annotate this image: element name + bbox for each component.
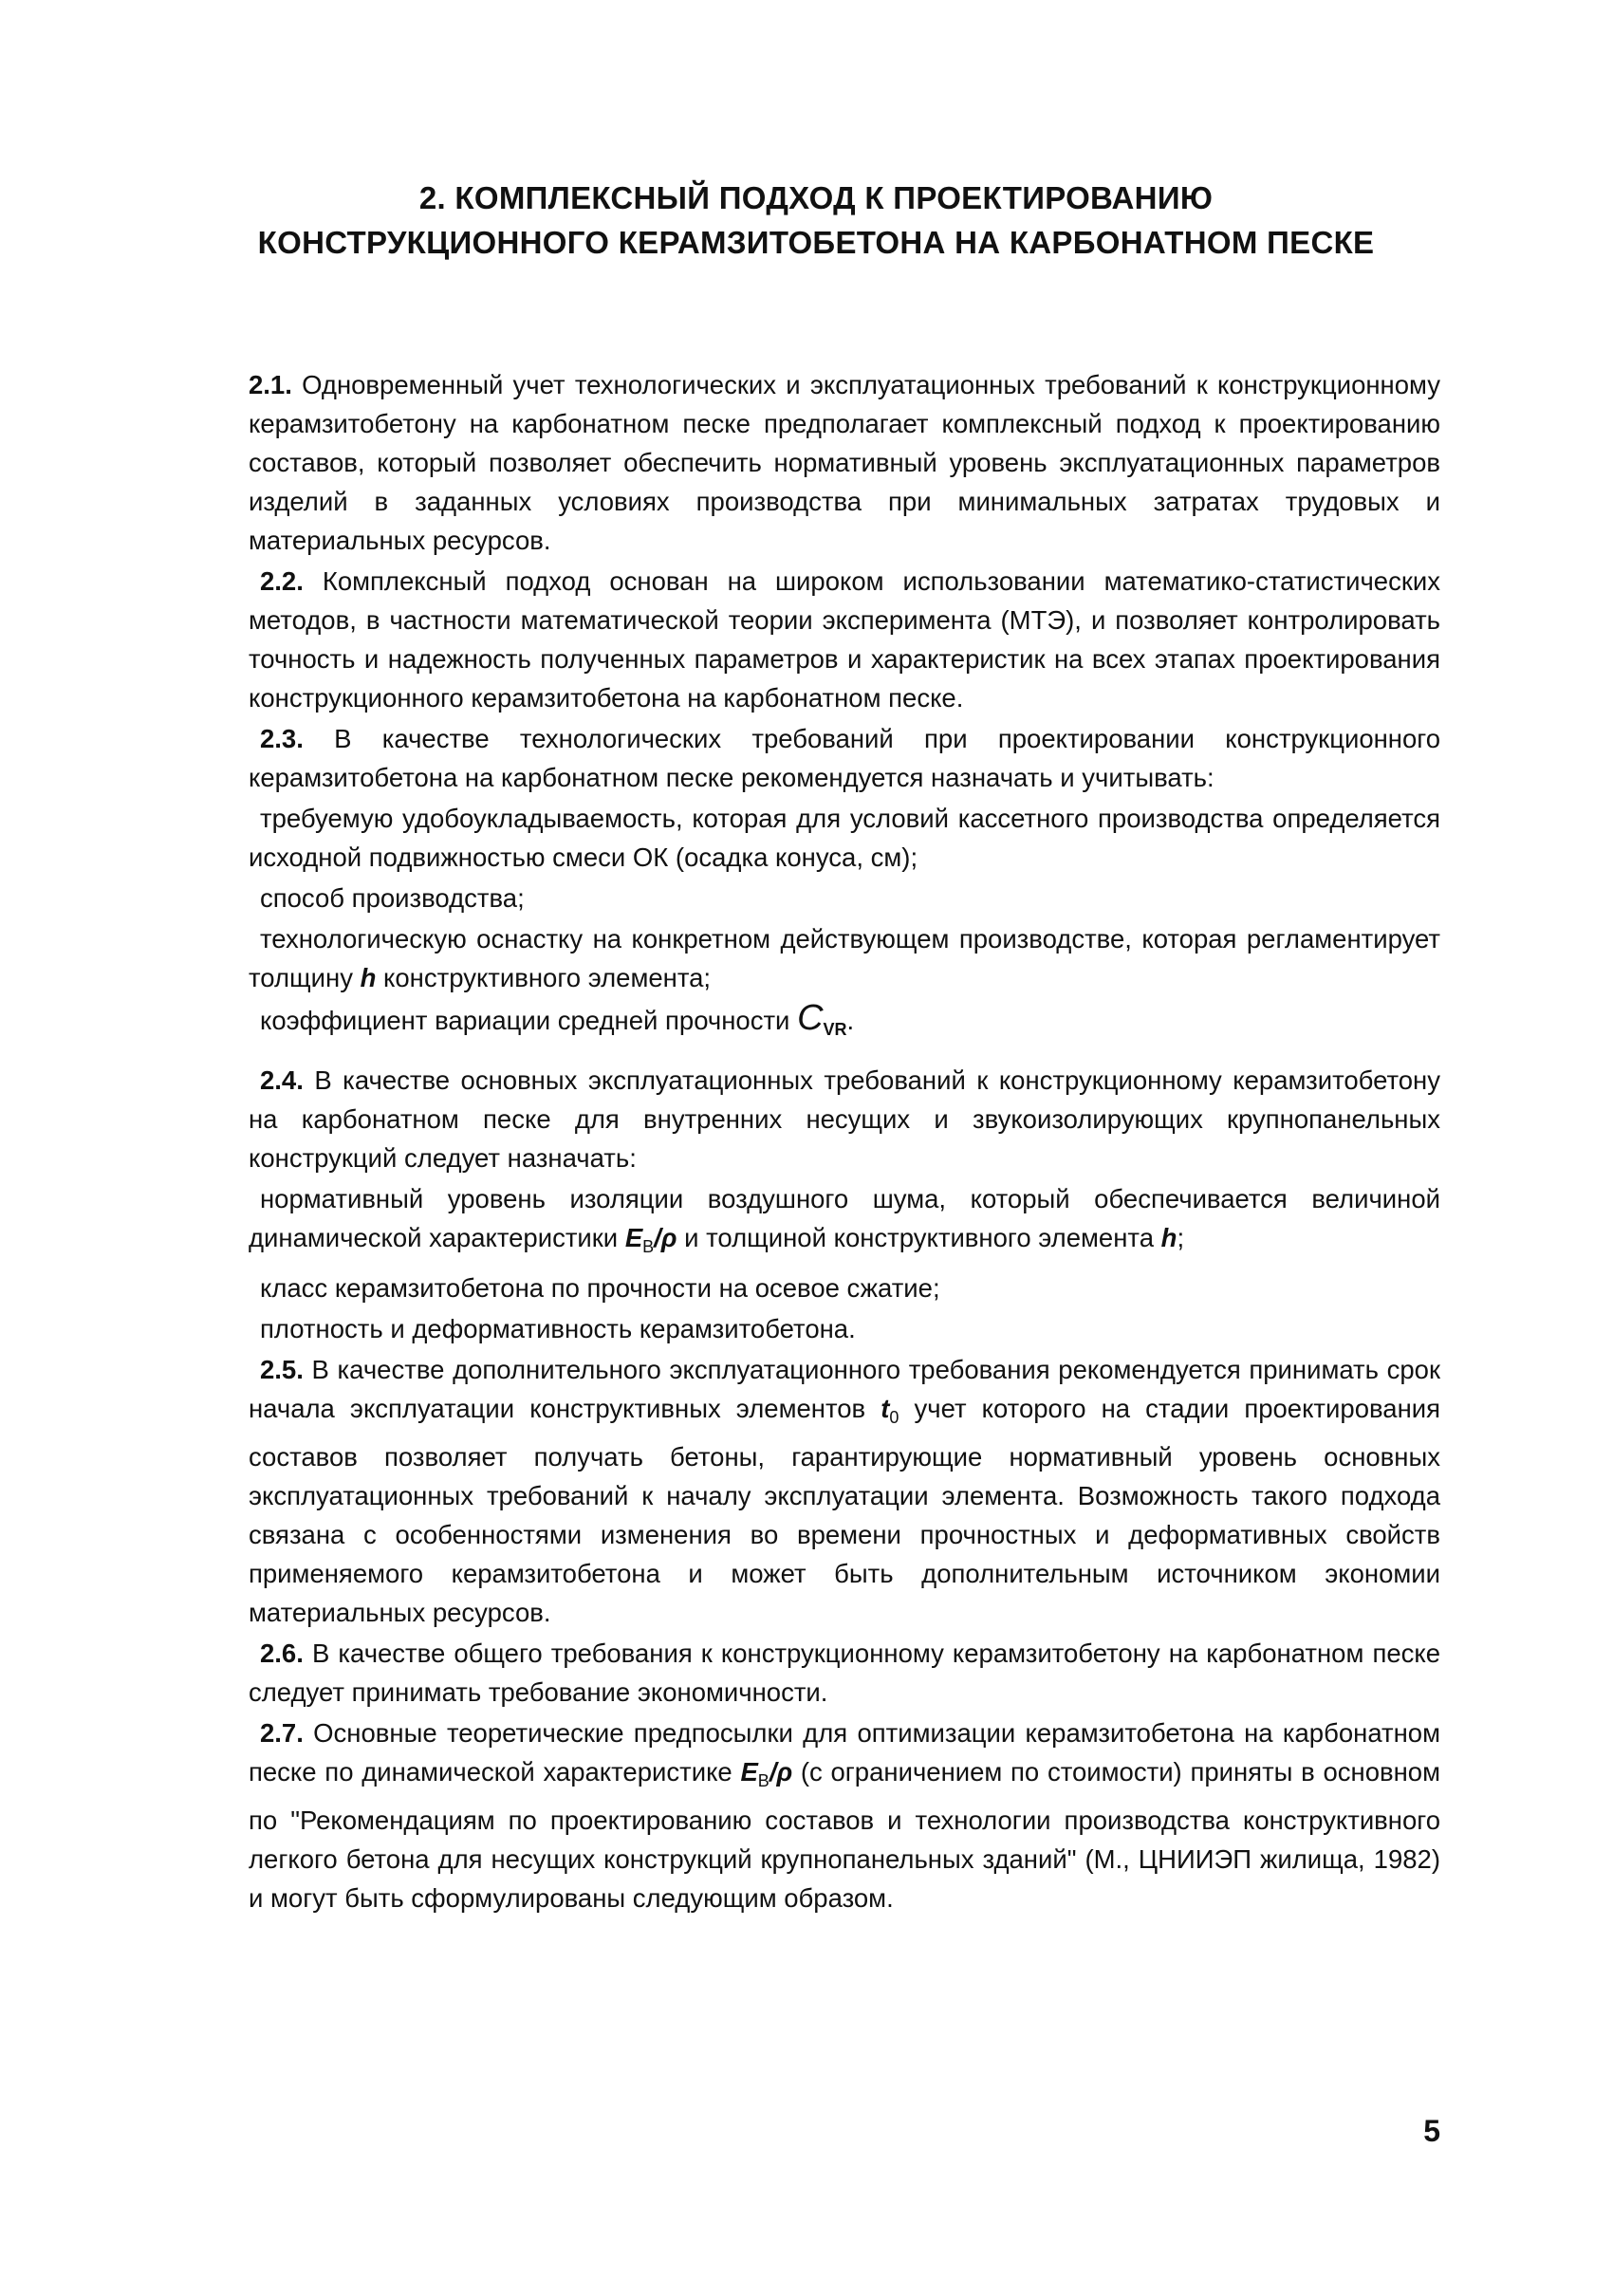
list-item [249,799,1440,877]
list-item-text: способ производства; [260,883,525,913]
paragraph-text: Одновременный учет технологических и эксплуатационных требований к конструкционному керамзитобетону на карбонатном песке предполагает комплексный подход к проектированию составов, который позволяет обеспечить нормативный уровень эксплуатационных параметров изделий в заданных условиях производства при минимальных затратах трудовых и материальных ресурсов. [249,370,1440,555]
list-item-text: нормативный уровень изоляции воздушного шума, который обеспечивается величиной динамической характеристики [249,1184,1440,1252]
paragraph-2-1 [249,365,1440,560]
paragraph-2-2 [249,562,1440,717]
paragraph-text: В качестве общего требования к конструкционному керамзитобетону на карбонатном песке следует принимать требование экономичности. [249,1639,1441,1707]
variation-symbol: C [797,998,824,1038]
page-number: 5 [1423,2114,1440,2148]
paragraph-text: В качестве технологических требований при проектировании конструкционного керамзитобетона на карбонатном песке рекомендуется назначать и учитывать: [249,724,1441,792]
density-symbol: /ρ [654,1223,677,1252]
section-heading [218,176,1414,265]
list-item-text: класс керамзитобетона по прочности на осевое сжатие; [260,1273,940,1303]
section-number: 2.6. [260,1639,304,1668]
variation-subscript: VR [823,1020,847,1039]
list-item-text: технологическую оснастку на конкретном действующем производстве, которая регламентирует толщину [249,924,1440,992]
section-number: 2.2. [260,566,304,596]
time-symbol: t [881,1394,890,1423]
list-item [249,1179,1440,1267]
list-item-text: и толщиной конструктивного элемента [684,1223,1154,1252]
thickness-symbol: h [360,963,377,992]
list-item [249,919,1440,997]
modulus-symbol: E [624,1223,643,1252]
paragraph-2-5 [249,1350,1440,1632]
list-item [249,1309,1440,1348]
paragraph-text: В качестве основных эксплуатационных требований к конструкционному керамзитобетону на карбонатном песке для внутренних несущих и звукоизолирующих крупнопанельных конструкций следует назначать: [249,1065,1440,1173]
paragraph-2-6 [249,1634,1440,1712]
paragraph-2-3 [249,719,1440,797]
section-number: 2.3. [260,724,304,753]
list-item-text: плотность и деформативность керамзитобетона. [260,1314,856,1343]
density-symbol: /ρ [769,1757,793,1787]
thickness-symbol: h [1160,1223,1177,1252]
paragraph-text: Основные теоретические предпосылки для оптимизации керамзитобетона на карбонатном песке по динамической характеристике [249,1718,1440,1787]
list-item-text: коэффициент вариации средней прочности [260,1006,790,1035]
time-subscript: 0 [889,1408,899,1427]
paragraph-text: В качестве дополнительного эксплуатационного требования рекомендуется принимать срок начала эксплуатации конструктивных элементов [249,1355,1440,1423]
paragraph-2-4 [249,1061,1440,1177]
spacer [249,1049,1440,1059]
paragraph-text: (с ограничением по стоимости) приняты в основном по "Рекомендациям по проектированию составов и технологии производства конструктивного легкого бетона для несущих конструкций крупнопанельных зданий" (М., ЦНИИЭП жилища, 1982) и могут быть сформулированы следующим образом. [249,1757,1441,1913]
section-number: 2.5. [260,1355,304,1384]
heading-line-1: 2. КОМПЛЕКСНЫЙ ПОДХОД К ПРОЕКТИРОВАНИЮ [418,180,1214,215]
paragraph-text: Комплексный подход основан на широком использовании математико-статистических методов, в частности математической теории эксперимента (МТЭ), и позволяет контролировать точность и надежность полученных параметров и характеристик на всех этапах проектирования конструкционного керамзитобетона на карбонатном песке. [249,566,1440,713]
list-item [249,879,1440,917]
modulus-subscript: В [642,1237,655,1256]
section-number: 2.7. [260,1718,304,1748]
paragraph-2-7 [249,1713,1440,1917]
section-number: 2.1. [249,370,292,399]
modulus-subscript: В [757,1771,769,1790]
modulus-symbol: E [740,1757,758,1787]
list-item-text: требуемую удобоукладываемость, которая для условий кассетного производства определяется исходной подвижностью смеси ОК (осадка конуса, см); [249,804,1440,872]
list-item [249,1268,1440,1307]
heading-line-2: КОНСТРУКЦИОННОГО КЕРАМЗИТОБЕТОНА НА КАРБОНАТНОМ ПЕСКЕ [257,225,1375,260]
list-item-end: ; [1177,1223,1185,1252]
list-item [249,999,1440,1049]
list-item-text: конструктивного элемента; [383,963,712,992]
section-number: 2.4. [260,1065,304,1095]
list-item-end: . [846,1006,855,1035]
document-text [249,363,1440,1917]
paragraph-text: учет которого на стадии проектирования составов позволяет получать бетоны, гарантирующие нормативный уровень основных эксплуатационных требований к началу эксплуатации элемента. Возможность такого подхода связана с особенностями изменения во времени прочностных и деформативных свойств применяемого керамзитобетона и может быть дополнительным источником экономии материальных ресурсов. [249,1394,1441,1627]
